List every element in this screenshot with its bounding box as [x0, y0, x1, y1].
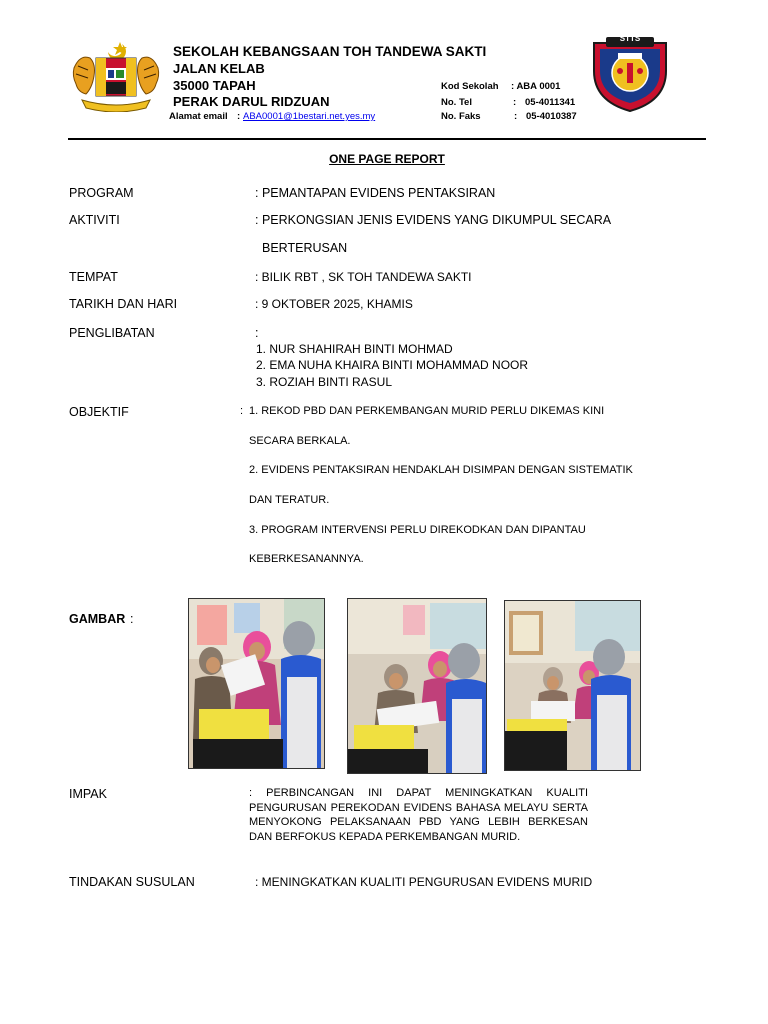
- activity-photo-2: [347, 598, 487, 774]
- report-title: ONE PAGE REPORT: [329, 152, 445, 166]
- activity-photo-3: [504, 600, 641, 771]
- malaysia-crest-logo: [68, 38, 164, 112]
- objektif-line: 3. PROGRAM INTERVENSI PERLU DIREKODKAN DAN DIPANTAU: [249, 524, 586, 536]
- participant-item: 2. EMA NUHA KHAIRA BINTI MOHAMMAD NOOR: [256, 358, 529, 372]
- tel-colon: :: [513, 97, 517, 108]
- participant-item: 3. ROZIAH BINTI RASUL: [256, 375, 393, 389]
- tindakan-value: : MENINGKATKAN KUALITI PENGURUSAN EVIDENS MURID: [255, 875, 593, 889]
- aktiviti-label: AKTIVITI: [69, 213, 120, 227]
- objektif-line: 1. REKOD PBD DAN PERKEMBANGAN MURID PERLU DIKEMAS KINI: [249, 405, 605, 417]
- school-name: SEKOLAH KEBANGSAAN TOH TANDEWA SAKTI: [173, 44, 487, 59]
- gambar-label: GAMBAR: [69, 612, 126, 626]
- objektif-line: SECARA BERKALA.: [249, 435, 351, 447]
- gambar-colon: :: [130, 612, 134, 626]
- objektif-label: OBJEKTIF: [69, 405, 129, 419]
- penglibatan-label: PENGLIBATAN: [69, 326, 155, 340]
- address-line-1: JALAN KELAB: [173, 61, 265, 76]
- objektif-line: 2. EVIDENS PENTAKSIRAN HENDAKLAH DISIMPAN DENGAN SISTEMATIK: [249, 464, 633, 476]
- aktiviti-value: : PERKONGSIAN JENIS EVIDENS YANG DIKUMPUL SECARA: [255, 213, 612, 227]
- tindakan-label: TINDAKAN SUSULAN: [69, 875, 195, 889]
- fax-colon: :: [514, 111, 518, 122]
- impak-value: : PERBINCANGAN INI DAPAT MENINGKATKAN KUALITI PENGURUSAN PEREKODAN EVIDENS BAHASA MELAYU SERTA MENYOKONG PELAKSANAAN PBD YANG LEBIH BERKESAN DAN BERFOKUS KEPADA PERKEMBANGAN MURID.: [249, 787, 588, 843]
- tempat-value: : BILIK RBT , SK TOH TANDEWA SAKTI: [255, 270, 472, 284]
- tempat-label: TEMPAT: [69, 270, 118, 284]
- badge-text: STTS: [619, 34, 641, 43]
- address-line-2: 35000 TAPAH: [173, 78, 256, 93]
- fax-value: 05-4010387: [526, 111, 577, 122]
- program-value: : PEMANTAPAN EVIDENS PENTAKSIRAN: [255, 186, 496, 200]
- header-divider: [68, 138, 706, 140]
- participant-item: 1. NUR SHAHIRAH BINTI MOHMAD: [256, 342, 453, 356]
- tel-value: 05-4011341: [525, 97, 576, 108]
- tarikh-label: TARIKH DAN HARI: [69, 297, 178, 311]
- program-label: PROGRAM: [69, 186, 134, 200]
- tel-label: No. Tel: [441, 97, 472, 108]
- objektif-line: KEBERKESANANNYA.: [249, 553, 364, 565]
- address-line-3: PERAK DARUL RIDZUAN: [173, 94, 330, 109]
- email-link[interactable]: ABA0001@1bestari.net.yes.my: [243, 111, 376, 122]
- school-code-value: : ABA 0001: [511, 81, 561, 92]
- email-separator: :: [237, 111, 241, 122]
- school-badge-logo: [584, 33, 676, 113]
- objektif-colon: :: [240, 405, 244, 417]
- penglibatan-colon: :: [255, 326, 259, 340]
- email-label: Alamat email: [169, 111, 228, 122]
- aktiviti-value-cont: BERTERUSAN: [262, 241, 348, 255]
- activity-photo-1: [188, 598, 325, 769]
- impak-label: IMPAK: [69, 787, 107, 801]
- tarikh-value: : 9 OKTOBER 2025, KHAMIS: [255, 297, 413, 311]
- school-code-label: Kod Sekolah: [441, 81, 499, 92]
- fax-label: No. Faks: [441, 111, 481, 122]
- objektif-line: DAN TERATUR.: [249, 494, 330, 506]
